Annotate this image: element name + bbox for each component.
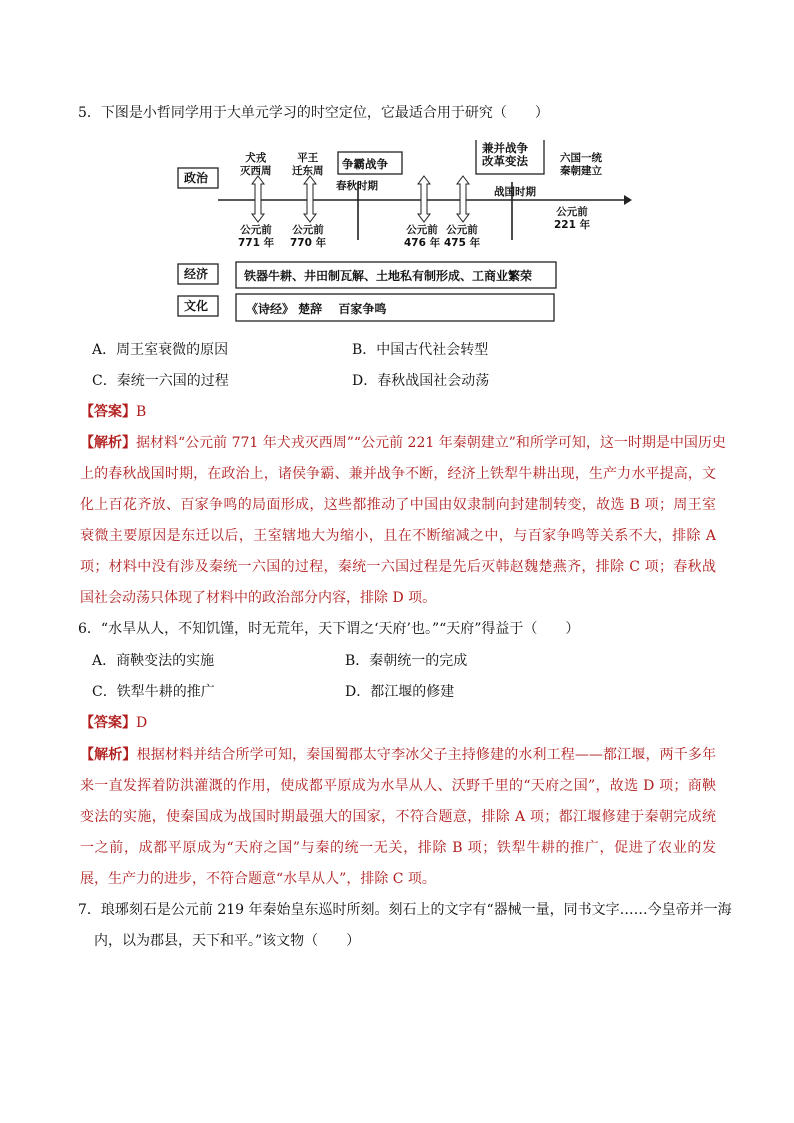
q6-answer-tag: 【答案】 bbox=[80, 715, 136, 731]
date-221: 公元前 221 年 bbox=[554, 206, 591, 231]
double-arrow-771 bbox=[252, 176, 264, 222]
q6-option-b: B．秦朝统一的完成 bbox=[345, 653, 468, 669]
q5-answer bbox=[80, 402, 146, 422]
double-arrow-476 bbox=[418, 176, 430, 222]
q5-analysis-line-5: 项；材料中没有涉及秦统一六国的过程，秦统一六国过程是先后灭韩赵魏楚燕齐，排除 C 项；春秋战 bbox=[80, 559, 716, 575]
q7-stem-line-2: 内，以为郡县，天下和平。”该文物（ ） bbox=[94, 933, 361, 949]
q5-analysis-tag: 【解析】 bbox=[80, 435, 136, 451]
q6-answer bbox=[80, 713, 147, 733]
q6-answer-value: D bbox=[136, 715, 148, 731]
period-zhanguo: 战国时期 bbox=[494, 186, 536, 198]
date-475: 公元前 475 年 bbox=[444, 224, 481, 249]
date-476: 公元前 476 年 bbox=[404, 224, 441, 249]
q6-analysis-line-1 bbox=[80, 745, 716, 765]
q5-analysis-line-6: 国社会动荡只体现了材料中的政治部分内容，排除 D 项。 bbox=[80, 590, 437, 606]
timeline-diagram bbox=[176, 140, 636, 325]
q6-stem: 6．“水旱从人，不知饥馑，时无荒年，天下谓之‘天府’也。”“天府”得益于（ ） bbox=[78, 621, 580, 637]
q5-stem: 5．下图是小哲同学用于大单元学习的时空定位，它最适合用于研究（ ） bbox=[78, 105, 549, 121]
q6-option-a: A．商鞅变法的实施 bbox=[92, 653, 215, 669]
q6-analysis-line-2: 来一直发挥着防洪灌溉的作用，使成都平原成为水旱从人、沃野千里的“天府之国”，故选 D 项；商鞅 bbox=[80, 778, 716, 794]
q5-option-d: D．春秋战国社会动荡 bbox=[352, 373, 490, 389]
q6-option-d: D．都江堰的修建 bbox=[345, 684, 455, 700]
culture-text: 《诗经》 楚辞 百家争鸣 bbox=[246, 302, 387, 316]
q5-analysis-line-3: 化上百花齐放、百家争鸣的局面形成，这些都推动了中国由奴隶制向封建制转变，故选 B 项；周王室 bbox=[80, 497, 716, 513]
q6-analysis-line-3: 变法的实施，使秦国成为战国时期最强大的国家，不符合题意，排除 A 项；都江堰修建于秦朝完成统 bbox=[80, 809, 716, 825]
row-label-economy: 经济 bbox=[184, 267, 209, 281]
event-jianbing: 兼并战争 改革变法 bbox=[482, 141, 528, 168]
q5-analysis-text-1: 据材料“公元前 771 年犬戎灭西周”“公元前 221 年秦朝建立”和所学可知，这一时期是中国历史 bbox=[136, 435, 726, 451]
q5-option-c: C．秦统一六国的过程 bbox=[92, 373, 229, 389]
row-label-politics: 政治 bbox=[184, 171, 209, 185]
event-liuguo: 六国一统 秦朝建立 bbox=[560, 152, 602, 177]
economy-text: 铁器牛耕、井田制瓦解、土地私有制形成、工商业繁荣 bbox=[244, 269, 533, 283]
q6-analysis-line-5: 展，生产力的进步，不符合题意“水旱从人”，排除 C 项。 bbox=[80, 871, 436, 887]
q6-analysis-tag: 【解析】 bbox=[80, 747, 137, 763]
q7-stem-line-1: 7．琅琊刻石是公元前 219 年秦始皇东巡时所刻。刻石上的文字有“器械一量，同书文字……今皇帝并一海 bbox=[78, 902, 732, 918]
event-pingwang: 平王 迁东周 bbox=[292, 152, 324, 177]
date-770: 公元前 770 年 bbox=[290, 224, 327, 249]
q5-answer-value: B bbox=[136, 404, 147, 420]
q5-analysis-line-4: 衰微主要原因是东迁以后，王室辖地大为缩小，且在不断缩减之中，与百家争鸣等关系不大，排除 A bbox=[80, 528, 716, 544]
double-arrow-475 bbox=[457, 176, 469, 222]
date-771: 公元前 771 年 bbox=[238, 224, 275, 249]
q5-option-b: B．中国古代社会转型 bbox=[352, 342, 489, 358]
q6-option-c: C．铁犁牛耕的推广 bbox=[92, 684, 215, 700]
q5-option-a: A．周王室衰微的原因 bbox=[92, 342, 229, 358]
q5-analysis-line-1 bbox=[80, 433, 726, 453]
period-chunqiu: 春秋时期 bbox=[336, 180, 378, 192]
q6-analysis-line-4: 一之前，成都平原成为“天府之国”与秦的统一无关，排除 B 项；铁犁牛耕的推广，促进了农业的发 bbox=[80, 840, 716, 856]
double-arrow-770 bbox=[304, 176, 316, 222]
q6-analysis-text-1: 根据材料并结合所学可知，秦国蜀郡太守李冰父子主持修建的水利工程——都江堰，两千多年 bbox=[136, 747, 717, 763]
q5-answer-tag: 【答案】 bbox=[80, 404, 136, 420]
timeline-arrowhead bbox=[624, 195, 632, 205]
event-quanrong: 犬戎 灭西周 bbox=[240, 152, 272, 177]
event-zhengba: 争霸战争 bbox=[342, 157, 388, 171]
q5-analysis-line-2: 上的春秋战国时期，在政治上，诸侯争霸、兼并战争不断，经济上铁犁牛耕出现，生产力水平提高，文 bbox=[80, 466, 716, 482]
row-label-culture: 文化 bbox=[184, 299, 209, 313]
